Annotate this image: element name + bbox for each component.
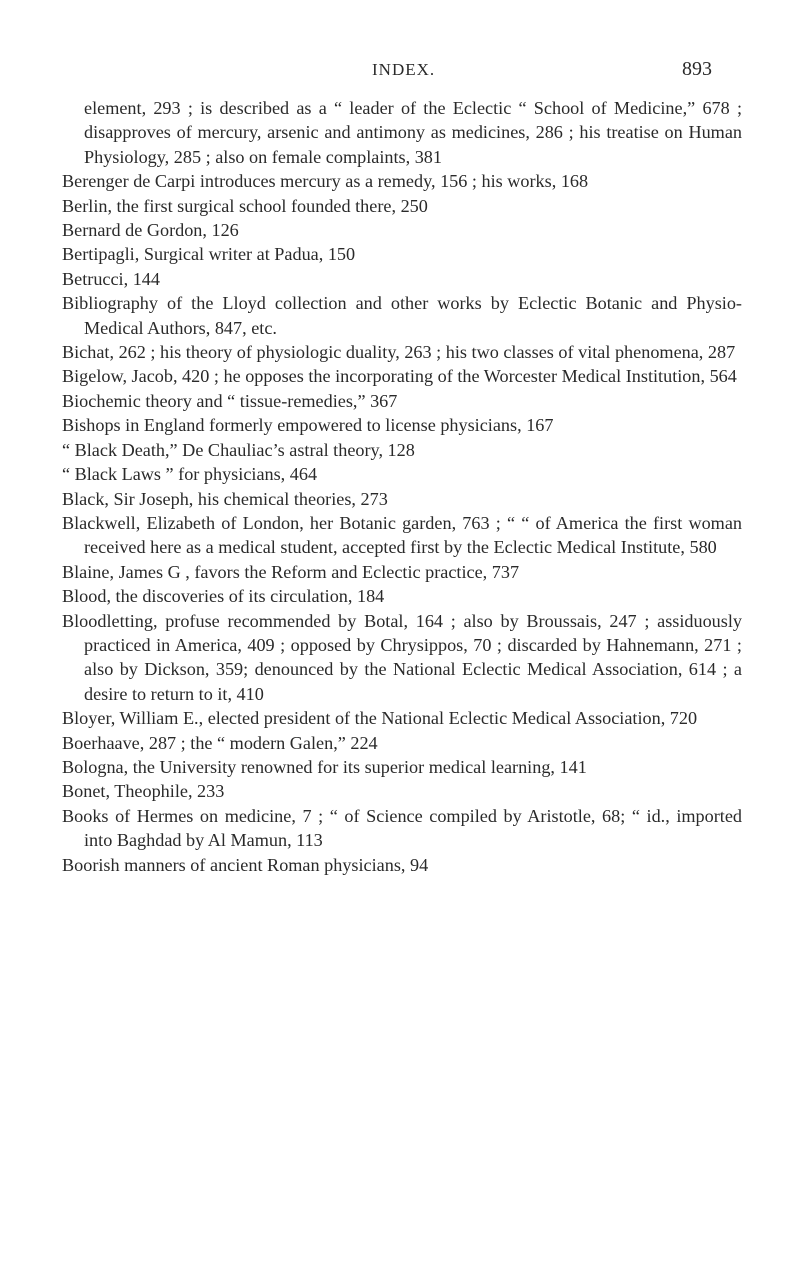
index-entry: “ Black Death,” De Chauliac’s astral theory, 128 [62, 439, 415, 460]
index-entry: Bloodletting, profuse recommended by Botal, 164 ; also by Broussais, 247 ; assiduously practiced in America, 409 ; opposed by Chrysippos, 70 ; discarded by Hahnemann, 271 ; also by Dickson, 359; denounced by the National Eclectic Medical Association, 614 ; a desire to return to it, 410 [62, 610, 742, 704]
running-head [0, 58, 800, 88]
index-entry: Bichat, 262 ; his theory of physiologic duality, 263 ; his two classes of vital phenomena, 287 [62, 342, 736, 363]
page-header-title: INDEX. [372, 60, 436, 79]
page-number: 893 [682, 58, 712, 80]
index-entry: Bibliography of the Lloyd collection and other works by Eclectic Botanic and Physio-Medical Authors, 847, etc. [62, 293, 742, 338]
index-entry: Books of Hermes on medicine, 7 ; “ of Science compiled by Aristotle, 68; “ id., imported into Baghdad by Al Mamun, 113 [62, 805, 742, 851]
index-entry: Bishops in England formerly empowered to license physicians, 167 [62, 415, 554, 436]
index-entry: Berlin, the first surgical school founded there, 250 [62, 195, 428, 216]
index-entry: Blaine, James G , favors the Reform and Eclectic practice, 737 [62, 561, 520, 582]
index-entry: Berenger de Carpi introduces mercury as a remedy, 156 ; his works, 168 [62, 171, 589, 192]
index-entry: Boorish manners of ancient Roman physicians, 94 [62, 854, 429, 875]
index-entry: Biochemic theory and “ tissue-remedies,” 367 [62, 390, 398, 411]
index-entry: Black, Sir Joseph, his chemical theories, 273 [62, 488, 388, 509]
index-entry: Blood, the discoveries of its circulation, 184 [62, 586, 385, 607]
index-entry: Bertipagli, Surgical writer at Padua, 150 [62, 244, 356, 265]
index-entry: Bonet, Theophile, 233 [62, 781, 225, 802]
index-entry: “ Black Laws ” for physicians, 464 [62, 464, 318, 485]
index-entry: Betrucci, 144 [62, 268, 160, 289]
index-entry: element, 293 ; is described as a “ leader of the Eclectic “ School of Medicine,” 678 ; disapproves of mercury, arsenic and antimony as medicines, 286 ; his treatise on Human Physiology, 285 ; also on female complaints, 381 [84, 98, 742, 167]
index-entry: Blackwell, Elizabeth of London, her Botanic garden, 763 ; “ “ of America the first woman received here as a medical student, accepted first by the Eclectic Medical Institute, 580 [62, 512, 742, 558]
index-entry: Boerhaave, 287 ; the “ modern Galen,” 224 [62, 732, 378, 753]
index-entry: Bologna, the University renowned for its superior medical learning, 141 [62, 756, 587, 777]
index-entry: Bloyer, William E., elected president of the National Eclectic Medical Association, 720 [62, 708, 698, 729]
index-entry: Bernard de Gordon, 126 [62, 220, 239, 241]
index-entries [62, 96, 742, 877]
index-entry: Bigelow, Jacob, 420 ; he opposes the incorporating of the Worcester Medical Institution, 564 [62, 366, 737, 387]
